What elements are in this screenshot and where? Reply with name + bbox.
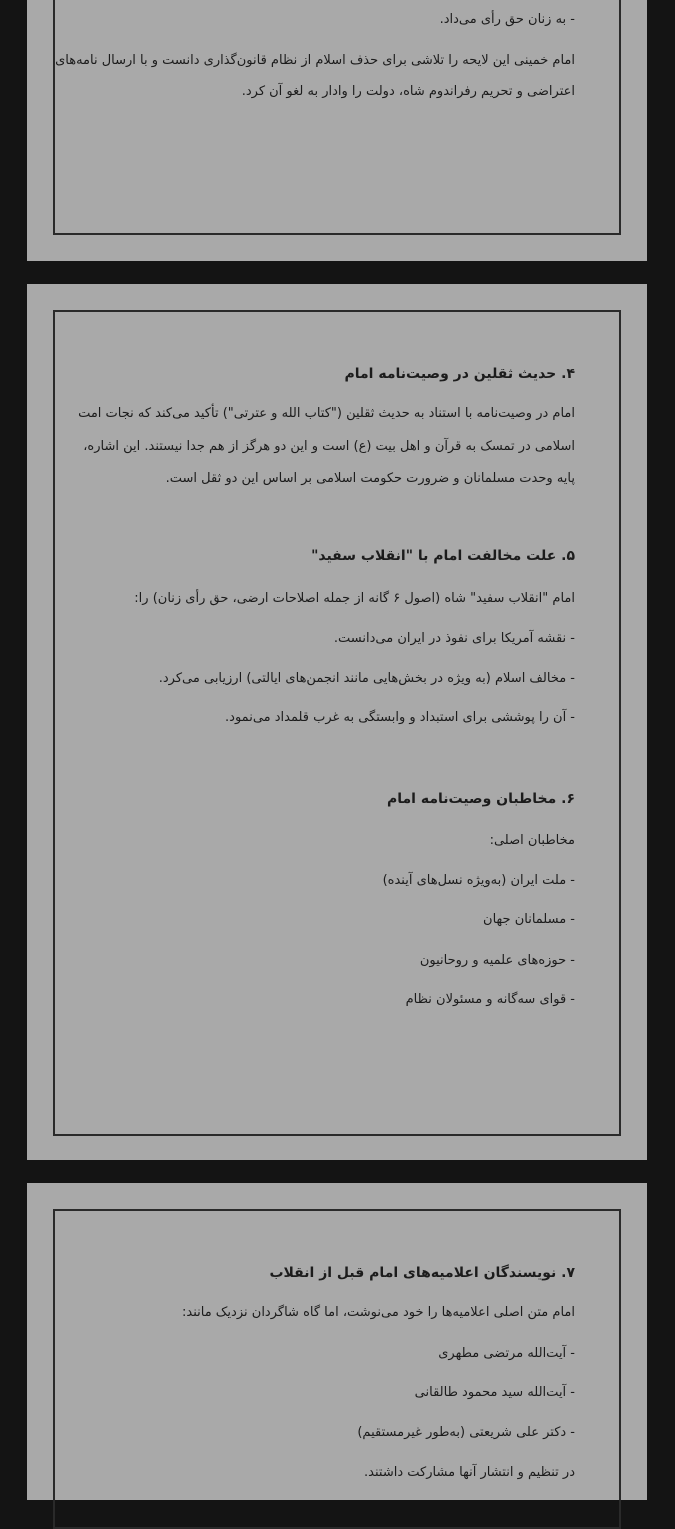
section-6-item-4: - قوای سه‌گانه و مسئولان نظام <box>405 992 575 1007</box>
document-page-3 <box>27 1183 647 1500</box>
section-6-item-2: - مسلمانان جهان <box>483 912 575 927</box>
section-4-line-3: پایه وحدت مسلمانان و ضرورت حکومت اسلامی بر اساس این دو ثقل است. <box>165 471 575 486</box>
section-5-item-3: - آن را پوششی برای استبداد و وابستگی به غرب قلمداد می‌نمود. <box>225 710 575 725</box>
section-4-line-1: امام در وصیت‌نامه با استناد به حدیث ثقلین ("کتاب الله و عترتی") تأکید می‌کند که نجات امت <box>78 406 575 421</box>
section-6-intro: مخاطبان اصلی: <box>489 833 575 848</box>
document-page-2 <box>27 284 647 1160</box>
section-7-item-3: - دکتر علی شریعتی (به‌طور غیرمستقیم) <box>357 1425 575 1440</box>
section-7-intro: امام متن اصلی اعلامیه‌ها را خود می‌نوشت، اما گاه شاگردان نزدیک مانند: <box>182 1305 575 1320</box>
section-5-item-2: - مخالف اسلام (به ویژه در بخش‌هایی مانند انجمن‌های ایالتی) ارزیابی می‌کرد. <box>158 671 575 686</box>
section-5-heading: ۵. علت مخالفت امام با "انقلاب سفید" <box>311 548 575 564</box>
section-7-heading: ۷. نویسندگان اعلامیه‌های امام قبل از انقلاب <box>269 1265 575 1281</box>
section-6-item-3: - حوزه‌های علمیه و روحانیون <box>419 953 575 968</box>
section-7-item-2: - آیت‌الله سید محمود طالقانی <box>414 1385 575 1400</box>
section-5-item-1: - نقشه آمریکا برای نفوذ در ایران می‌دانست. <box>333 631 575 646</box>
section-4-line-2: اسلامی در تمسک به قرآن و اهل بیت (ع) است و این دو هرگز از هم جدا نیستند. این اشاره، <box>83 439 575 454</box>
section-6-item-1: - ملت ایران (به‌ویژه نسل‌های آینده) <box>382 873 575 888</box>
section-6-heading: ۶. مخاطبان وصیت‌نامه امام <box>386 791 575 807</box>
page-1-border <box>53 0 621 235</box>
section-7-outro: در تنظیم و انتشار آنها مشارکت داشتند. <box>364 1465 575 1480</box>
page-1-line-2: امام خمینی این لایحه را تلاشی برای حذف اسلام از نظام قانون‌گذاری دانست و با ارسال نامه‌های <box>55 53 575 68</box>
page-1-line-3: اعتراضی و تحریم رفراندوم شاه، دولت را وادار به لغو آن کرد. <box>241 84 575 99</box>
page-1-line-1: - به زنان حق رأی می‌داد. <box>439 12 575 27</box>
section-4-heading: ۴. حدیث ثقلین در وصیت‌نامه امام <box>344 366 575 382</box>
section-5-intro: امام "انقلاب سفید" شاه (اصول ۶ گانه از جمله اصلاحات ارضی، حق رأی زنان) را: <box>134 591 575 606</box>
document-page-1 <box>27 0 647 261</box>
section-7-item-1: - آیت‌الله مرتضی مطهری <box>438 1346 575 1361</box>
